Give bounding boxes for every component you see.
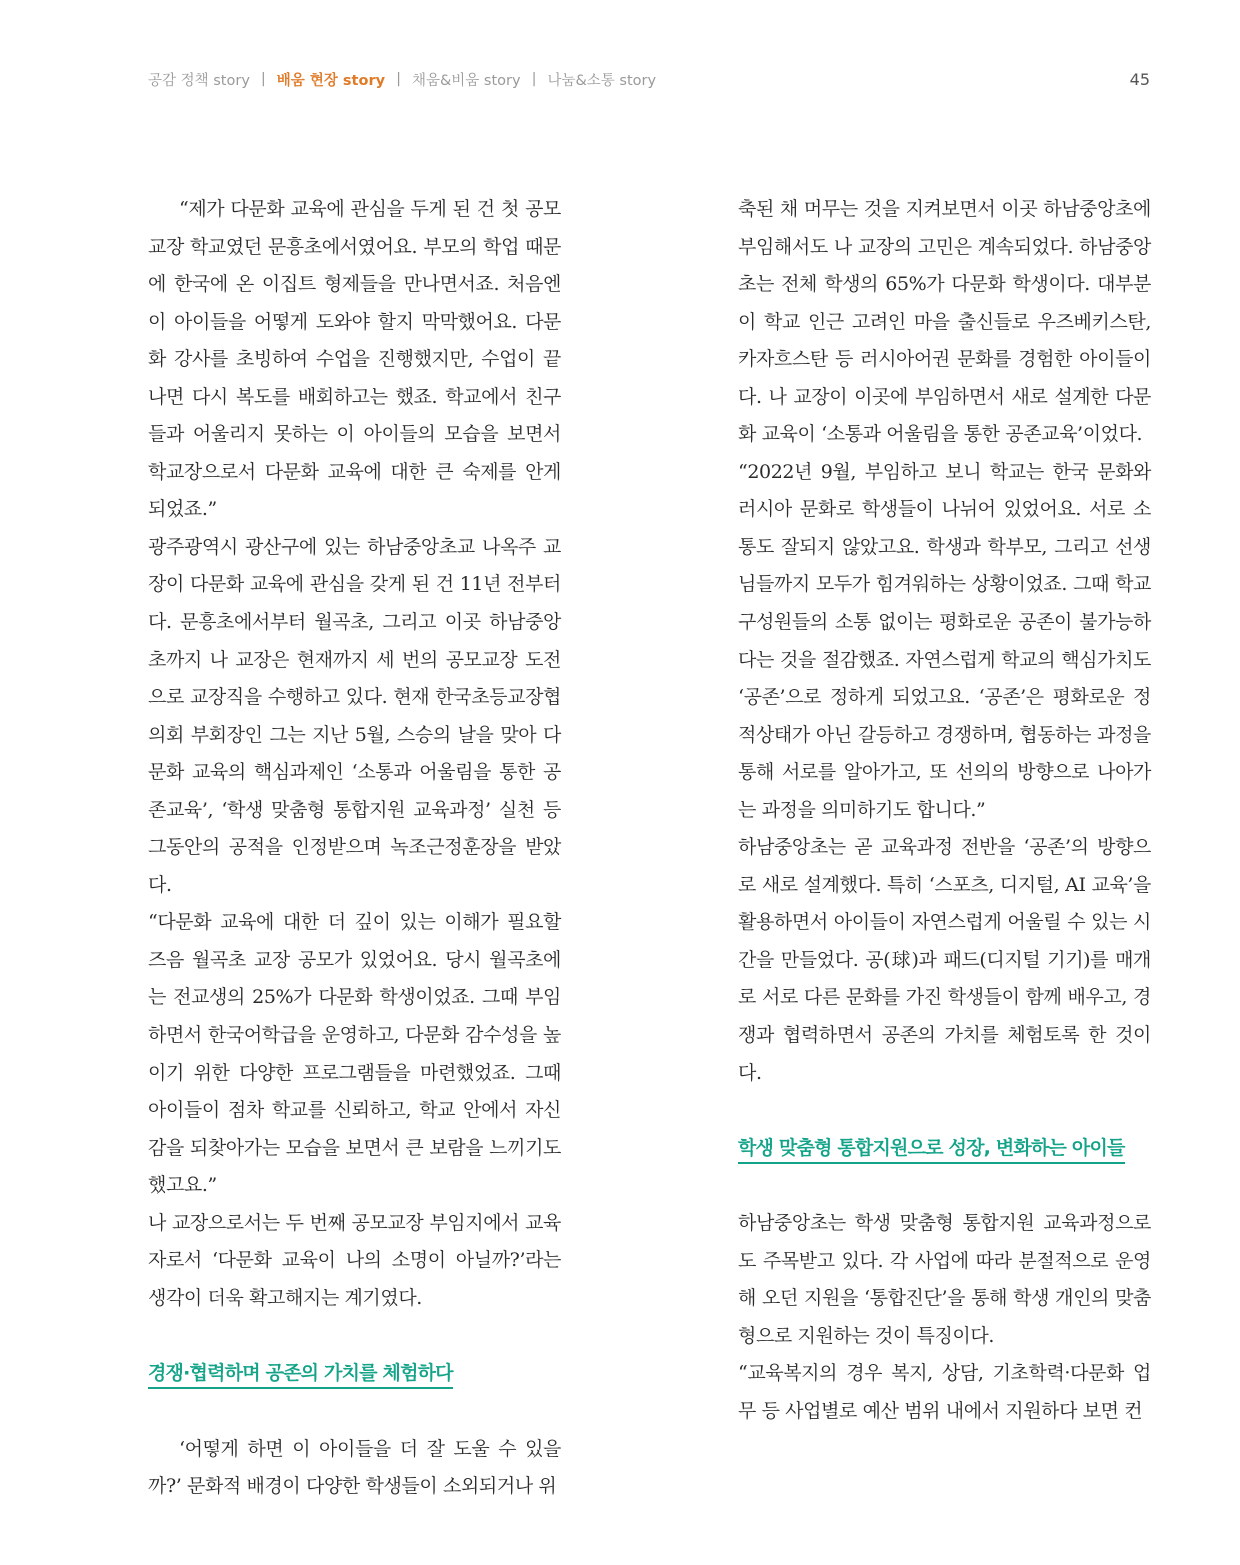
body-paragraph: 나 교장으로서는 두 번째 공모교장 부임지에서 교육자로서 ‘다문화 교육이 나의 소명이 아닐까?’라는 생각이 더욱 확고해지는 계기였다.	[148, 1211, 561, 1309]
nav-separator: |	[396, 71, 401, 87]
body-paragraph: ‘어떻게 하면 이 아이들을 더 잘 도울 수 있을까?’ 문화적 배경이 다양한 학생들이 소외되거나 위	[148, 1437, 561, 1498]
left-column	[148, 191, 561, 1506]
page-number: 45	[1129, 69, 1150, 89]
quote-paragraph: “제가 다문화 교육에 관심을 두게 된 건 첫 공모교장 학교였던 문흥초에서였어요. 부모의 학업 때문에 한국에 온 이집트 형제들을 만나면서죠. 처음엔 이 아이들을 어떻게 도와야 할지 막막했어요. 다문화 강사를 초빙하여 수업을 진행했지만, 수업이 끝나면 다시 복도를 배회하고는 했죠. 학교에서 친구들과 어울리지 못하는 이 아이들의 모습을 보면서 학교장으로서 다문화 교육에 대한 큰 숙제를 안게 되었죠.”	[148, 198, 561, 521]
body-paragraph: 하남중앙초는 곧 교육과정 전반을 ‘공존’의 방향으로 새로 설계했다. 특히 ‘스포츠, 디지털, AI 교육’을 활용하면서 아이들이 자연스럽게 어울릴 수 있는 시간을 만들었다. 공(球)과 패드(디지털 기기)를 매개로 서로 다른 문화를 가진 학생들이 함께 배우고, 경쟁과 협력하면서 공존의 가치를 체험토록 한 것이다.	[738, 836, 1151, 1084]
nav-separator: |	[531, 71, 537, 87]
body-paragraph: 광주광역시 광산구에 있는 하남중앙초교 나옥주 교장이 다문화 교육에 관심을 갖게 된 건 11년 전부터다. 문흥초에서부터 월곡초, 그리고 이곳 하남중앙초까지 나 교장은 현재까지 세 번의 공모교장 도전으로 교장직을 수행하고 있다. 현재 한국초등교장협의회 부회장인 그는 지난 5월, 스승의 날을 맞아 다문화 교육의 핵심과제인 ‘소통과 어울림을 통한 공존교육’, ‘학생 맞춤형 통합지원 교육과정’ 실천 등 그동안의 공적을 인정받으며 녹조근정훈장을 받았다.	[148, 535, 561, 896]
body-paragraph: 하남중앙초는 학생 맞춤형 통합지원 교육과정으로도 주목받고 있다. 각 사업에 따라 분절적으로 운영해 오던 지원을 ‘통합진단’을 통해 학생 개인의 맞춤형으로 지원하는 것이 특징이다.	[738, 1212, 1151, 1347]
nav-item-learning-field-story[interactable]: 배움 현장 story	[276, 72, 386, 89]
spacer	[148, 1317, 561, 1355]
body-paragraph: 축된 채 머무는 것을 지켜보면서 이곳 하남중앙초에 부임해서도 나 교장의 고민은 계속되었다. 하남중앙초는 전체 학생의 65%가 다문화 학생이다. 대부분이 학교 인근 고려인 마을 출신들로 우즈베키스탄, 카자흐스탄 등 러시아어권 문화를 경험한 아이들이다. 나 교장이 이곳에 부임하면서 새로 설계한 다문화 교육이 ‘소통과 어울림을 통한 공존교육’이었다.	[738, 198, 1151, 446]
section-nav	[148, 69, 656, 90]
nav-separator: |	[260, 71, 266, 87]
quote-paragraph: “2022년 9월, 부임하고 보니 학교는 한국 문화와 러시아 문화로 학생들이 나뉘어 있었어요. 서로 소통도 잘되지 않았고요. 학생과 학부모, 그리고 선생님들까지 모두가 힘겨워하는 상황이었죠. 그때 학교 구성원들의 소통 없이는 평화로운 공존이 불가능하다는 것을 절감했죠. 자연스럽게 학교의 핵심가치도 ‘공존’으로 정하게 되었고요. ‘공존’은 평화로운 정적상태가 아닌 갈등하고 경쟁하며, 협동하는 과정을 통해 서로를 알아가고, 또 선의의 방향으로 나아가는 과정을 의미하기도 합니다.”	[738, 460, 1151, 821]
spacer	[738, 1092, 1151, 1130]
section-heading: 학생 맞춤형 통합지원으로 성장, 변화하는 아이들	[738, 1134, 1125, 1164]
spacer	[148, 1393, 561, 1431]
nav-item-policy-story[interactable]: 공감 정책 story	[148, 72, 250, 89]
quote-paragraph: “교육복지의 경우 복지, 상담, 기초학력·다문화 업무 등 사업별로 예산 범위 내에서 지원하다 보면 컨	[738, 1362, 1151, 1422]
nav-item-share-communicate-story[interactable]: 나눔&소통 story	[547, 72, 657, 89]
nav-item-fill-empty-story[interactable]: 채움&비움 story	[411, 72, 521, 89]
section-heading: 경쟁·협력하며 공존의 가치를 체험하다	[148, 1359, 453, 1389]
quote-paragraph: “다문화 교육에 대한 더 깊이 있는 이해가 필요할 즈음 월곡초 교장 공모가 있었어요. 당시 월곡초에는 전교생의 25%가 다문화 학생이었죠. 그때 부임하면서 한국어학급을 운영하고, 다문화 감수성을 높이기 위한 다양한 프로그램들을 마련했었죠. 그때 아이들이 점차 학교를 신뢰하고, 학교 안에서 자신감을 되찾아가는 모습을 보면서 큰 보람을 느끼기도 했고요.”	[148, 911, 561, 1197]
running-header	[148, 64, 1150, 94]
right-column	[738, 191, 1151, 1431]
spacer	[738, 1168, 1151, 1206]
